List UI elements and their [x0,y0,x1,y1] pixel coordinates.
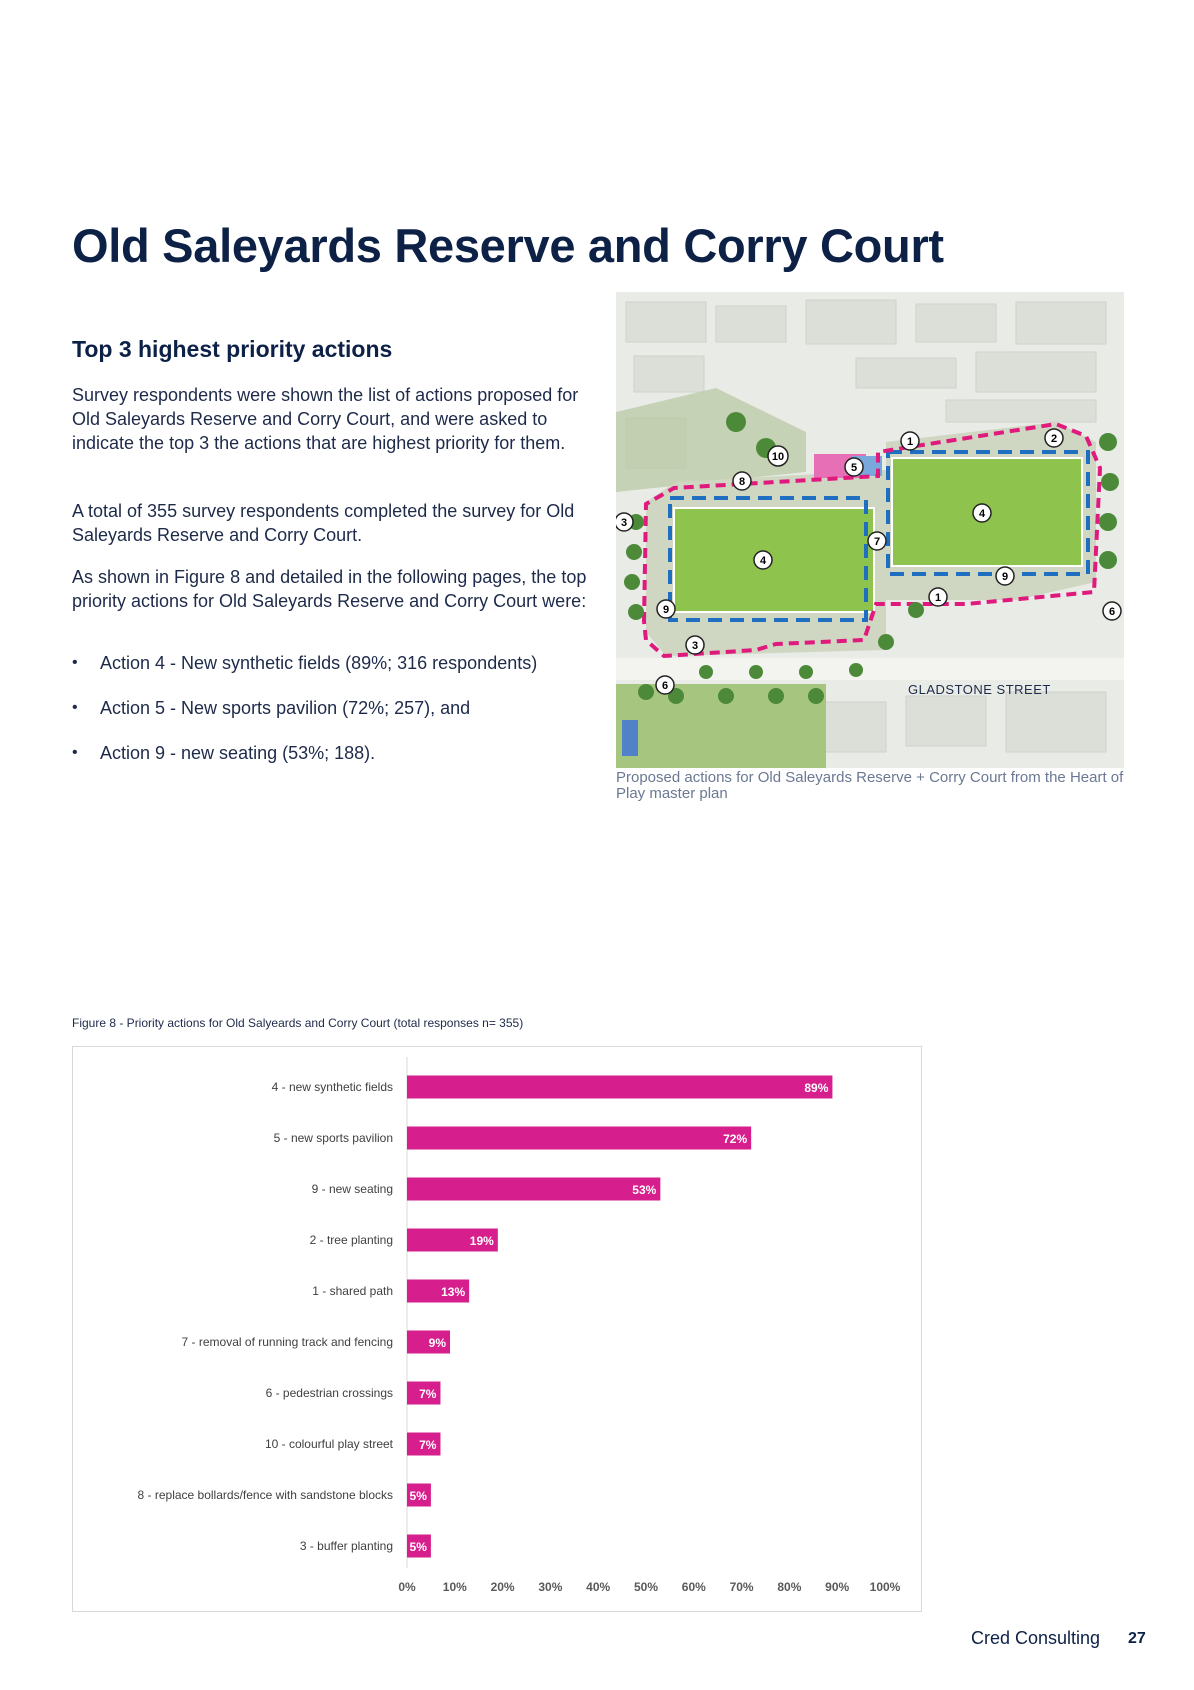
marker-8 [733,472,751,490]
svg-text:5: 5 [850,462,858,474]
marker-4a [754,551,772,569]
marker-4b [973,504,991,522]
category-label: 3 - buffer planting [299,1539,393,1553]
category-label: 7 - removal of running track and fencing [181,1335,393,1349]
svg-text:9: 9 [1001,571,1009,583]
svg-text:6: 6 [661,680,669,692]
x-tick-label: 50% [633,1580,659,1594]
bar [407,1076,832,1099]
figure-caption: Figure 8 - Priority actions for Old Salyeards and Corry Court (total responses n= 355) [72,1016,524,1030]
lower-court [622,720,638,756]
data-label: 89% [804,1081,829,1095]
marker-2 [1045,429,1063,447]
data-label: 7% [419,1438,437,1452]
intro-paragraph: Survey respondents were shown the list of actions proposed for Old Saleyards Reserve and Corry Court, and were asked to indicate the top 3 the actions that are highest priority for them. [72,385,579,453]
priority-action-item: • Action 9 - new seating (53%; 188). [72,741,537,786]
marker-6b [656,676,674,694]
svg-text:1: 1 [906,436,914,448]
svg-text:4: 4 [978,508,986,520]
priority-action-item: • Action 5 - New sports pavilion (72%; 257), and [72,696,537,741]
x-tick-label: 70% [729,1580,754,1594]
category-label: 1 - shared path [312,1284,393,1298]
x-tick-label: 90% [825,1580,850,1594]
x-tick-label: 60% [681,1580,706,1594]
svg-text:1: 1 [934,592,942,604]
page-number: 27 [1128,1630,1146,1647]
marker-3b [686,636,704,654]
data-label: 72% [723,1132,748,1146]
x-tick-label: 40% [586,1580,611,1594]
marker-9a [657,600,675,618]
data-label: 7% [419,1387,437,1401]
respondents-paragraph: A total of 355 survey respondents completed the survey for Old Saleyards Reserve and Corry Court. [72,501,575,545]
marker-10 [768,446,788,466]
svg-text:3: 3 [620,517,628,529]
marker-6a [1103,602,1121,620]
svg-text:10: 10 [771,451,785,463]
data-label: 19% [469,1234,494,1248]
svg-text:4: 4 [759,555,767,567]
x-tick-label: 80% [777,1580,802,1594]
page-title: Old Saleyards Reserve and Corry Court [72,219,944,272]
figure-reference-paragraph: As shown in Figure 8 and detailed in the following pages, the top priority actions for Old Saleyards Reserve and Corry Court were: [72,567,587,611]
category-label: 4 - new synthetic fields [271,1080,393,1094]
x-tick-label: 0% [398,1580,416,1594]
category-label: 10 - colourful play street [264,1437,393,1451]
data-label: 5% [409,1540,427,1554]
footer-brand: Cred Consulting [971,1628,1101,1648]
svg-text:7: 7 [873,536,881,548]
marker-7 [868,532,886,550]
marker-3 [616,513,633,531]
data-label: 53% [632,1183,657,1197]
marker-1 [901,432,919,450]
priority-actions-chart [72,1046,922,1612]
marker-9b [996,567,1014,585]
category-label: 5 - new sports pavilion [273,1131,393,1145]
svg-text:6: 6 [1108,606,1116,618]
x-tick-label: 30% [538,1580,563,1594]
data-label: 9% [428,1336,447,1350]
data-label: 13% [441,1285,466,1299]
map-caption: Proposed actions for Old Saleyards Reserve + Corry Court from the Heart of Play master plan [616,769,1124,802]
priority-action-item: • Action 4 - New synthetic fields (89%; 316 respondents) [72,651,537,696]
gladstone-street-road [616,658,1124,680]
category-label: 6 - pedestrian crossings [265,1386,393,1400]
bar [407,1178,660,1201]
site-plan-map [616,292,1124,768]
marker-1b [929,588,947,606]
section-heading: Top 3 highest priority actions [72,336,393,362]
synthetic-field-west [674,508,874,612]
marker-5 [845,458,863,476]
data-label: 5% [409,1489,427,1503]
svg-text:9: 9 [662,604,670,616]
svg-text:8: 8 [738,476,746,488]
priority-actions-list [72,651,537,786]
svg-text:2: 2 [1050,433,1058,445]
street-label: GLADSTONE STREET [908,682,1051,697]
category-label: 8 - replace bollards/fence with sandstone blocks [137,1488,393,1502]
category-label: 9 - new seating [311,1182,393,1196]
bar [407,1127,751,1150]
chart-svg [73,1047,921,1611]
x-tick-label: 20% [490,1580,515,1594]
category-label: 2 - tree planting [309,1233,393,1247]
x-tick-label: 100% [869,1580,901,1594]
svg-text:3: 3 [691,640,699,652]
x-tick-label: 10% [442,1580,467,1594]
